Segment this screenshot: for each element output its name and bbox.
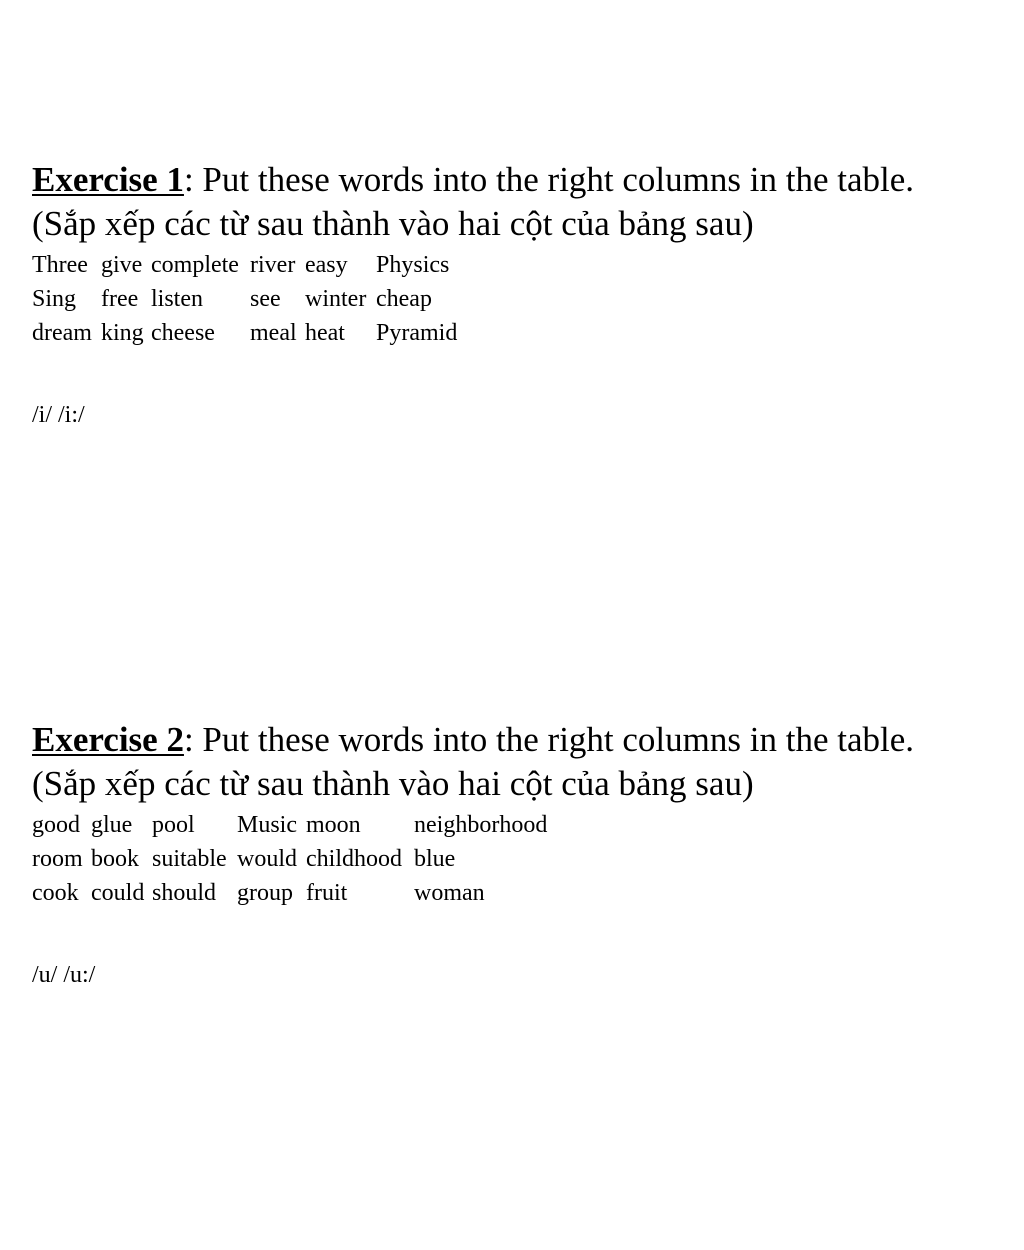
word-cell: book [91, 846, 139, 872]
exercise-2-word-table [32, 808, 574, 910]
exercise-1-label: Exercise 1 [32, 160, 184, 199]
word-cell: would [237, 846, 297, 872]
word-cell: easy [305, 252, 348, 278]
word-cell: childhood [306, 846, 402, 872]
word-cell: Sing [32, 286, 77, 312]
table-row [32, 808, 574, 842]
exercise-1-translation: (Sắp xếp các từ sau thành vào hai cột của bảng sau) [32, 204, 754, 243]
exercise-1-instruction: : Put these words into the right columns in the table. [183, 160, 914, 199]
word-cell: neighborhood [414, 812, 548, 838]
word-cell: could [91, 880, 145, 906]
word-cell: winter [305, 286, 367, 312]
word-cell: should [152, 880, 217, 906]
word-cell: river [250, 252, 296, 278]
word-cell: free [101, 286, 139, 312]
table-row [32, 282, 476, 316]
exercise-2-label: Exercise 2 [32, 720, 184, 759]
word-cell: pool [152, 812, 195, 838]
exercise-1-sounds: /i/ /i:/ [32, 402, 85, 428]
word-cell: woman [414, 880, 485, 906]
word-cell: Pyramid [376, 320, 458, 346]
word-cell: suitable [152, 846, 227, 872]
exercise-1-heading [32, 158, 1017, 202]
word-cell: moon [306, 812, 361, 838]
exercise-2-sounds: /u/ /u:/ [32, 962, 96, 988]
table-row [32, 248, 476, 282]
word-cell: cheap [376, 286, 432, 312]
word-cell: listen [151, 286, 203, 312]
word-cell: fruit [306, 880, 348, 906]
exercise-2-translation: (Sắp xếp các từ sau thành vào hai cột của bảng sau) [32, 764, 754, 803]
word-cell: room [32, 846, 83, 872]
exercise-2-heading [32, 718, 1017, 762]
word-cell: group [237, 880, 293, 906]
word-cell: heat [305, 320, 345, 346]
word-cell: good [32, 812, 80, 838]
word-cell: Three [32, 252, 88, 278]
word-cell: Music [237, 812, 297, 838]
word-cell: king [101, 320, 144, 346]
word-cell: meal [250, 320, 297, 346]
word-cell: complete [151, 252, 239, 278]
table-row [32, 842, 574, 876]
word-cell: glue [91, 812, 133, 838]
word-cell: dream [32, 320, 92, 346]
table-row [32, 316, 476, 350]
table-row [32, 876, 574, 910]
exercise-2 [32, 718, 1017, 990]
exercise-2-instruction: : Put these words into the right columns in the table. [183, 720, 914, 759]
word-cell: cook [32, 880, 79, 906]
word-cell: give [101, 252, 143, 278]
word-cell: blue [414, 846, 456, 872]
word-cell: Physics [376, 252, 450, 278]
exercise-1-word-table [32, 248, 476, 350]
word-cell: see [250, 286, 281, 312]
word-cell: cheese [151, 320, 215, 346]
exercise-1 [32, 158, 1017, 430]
